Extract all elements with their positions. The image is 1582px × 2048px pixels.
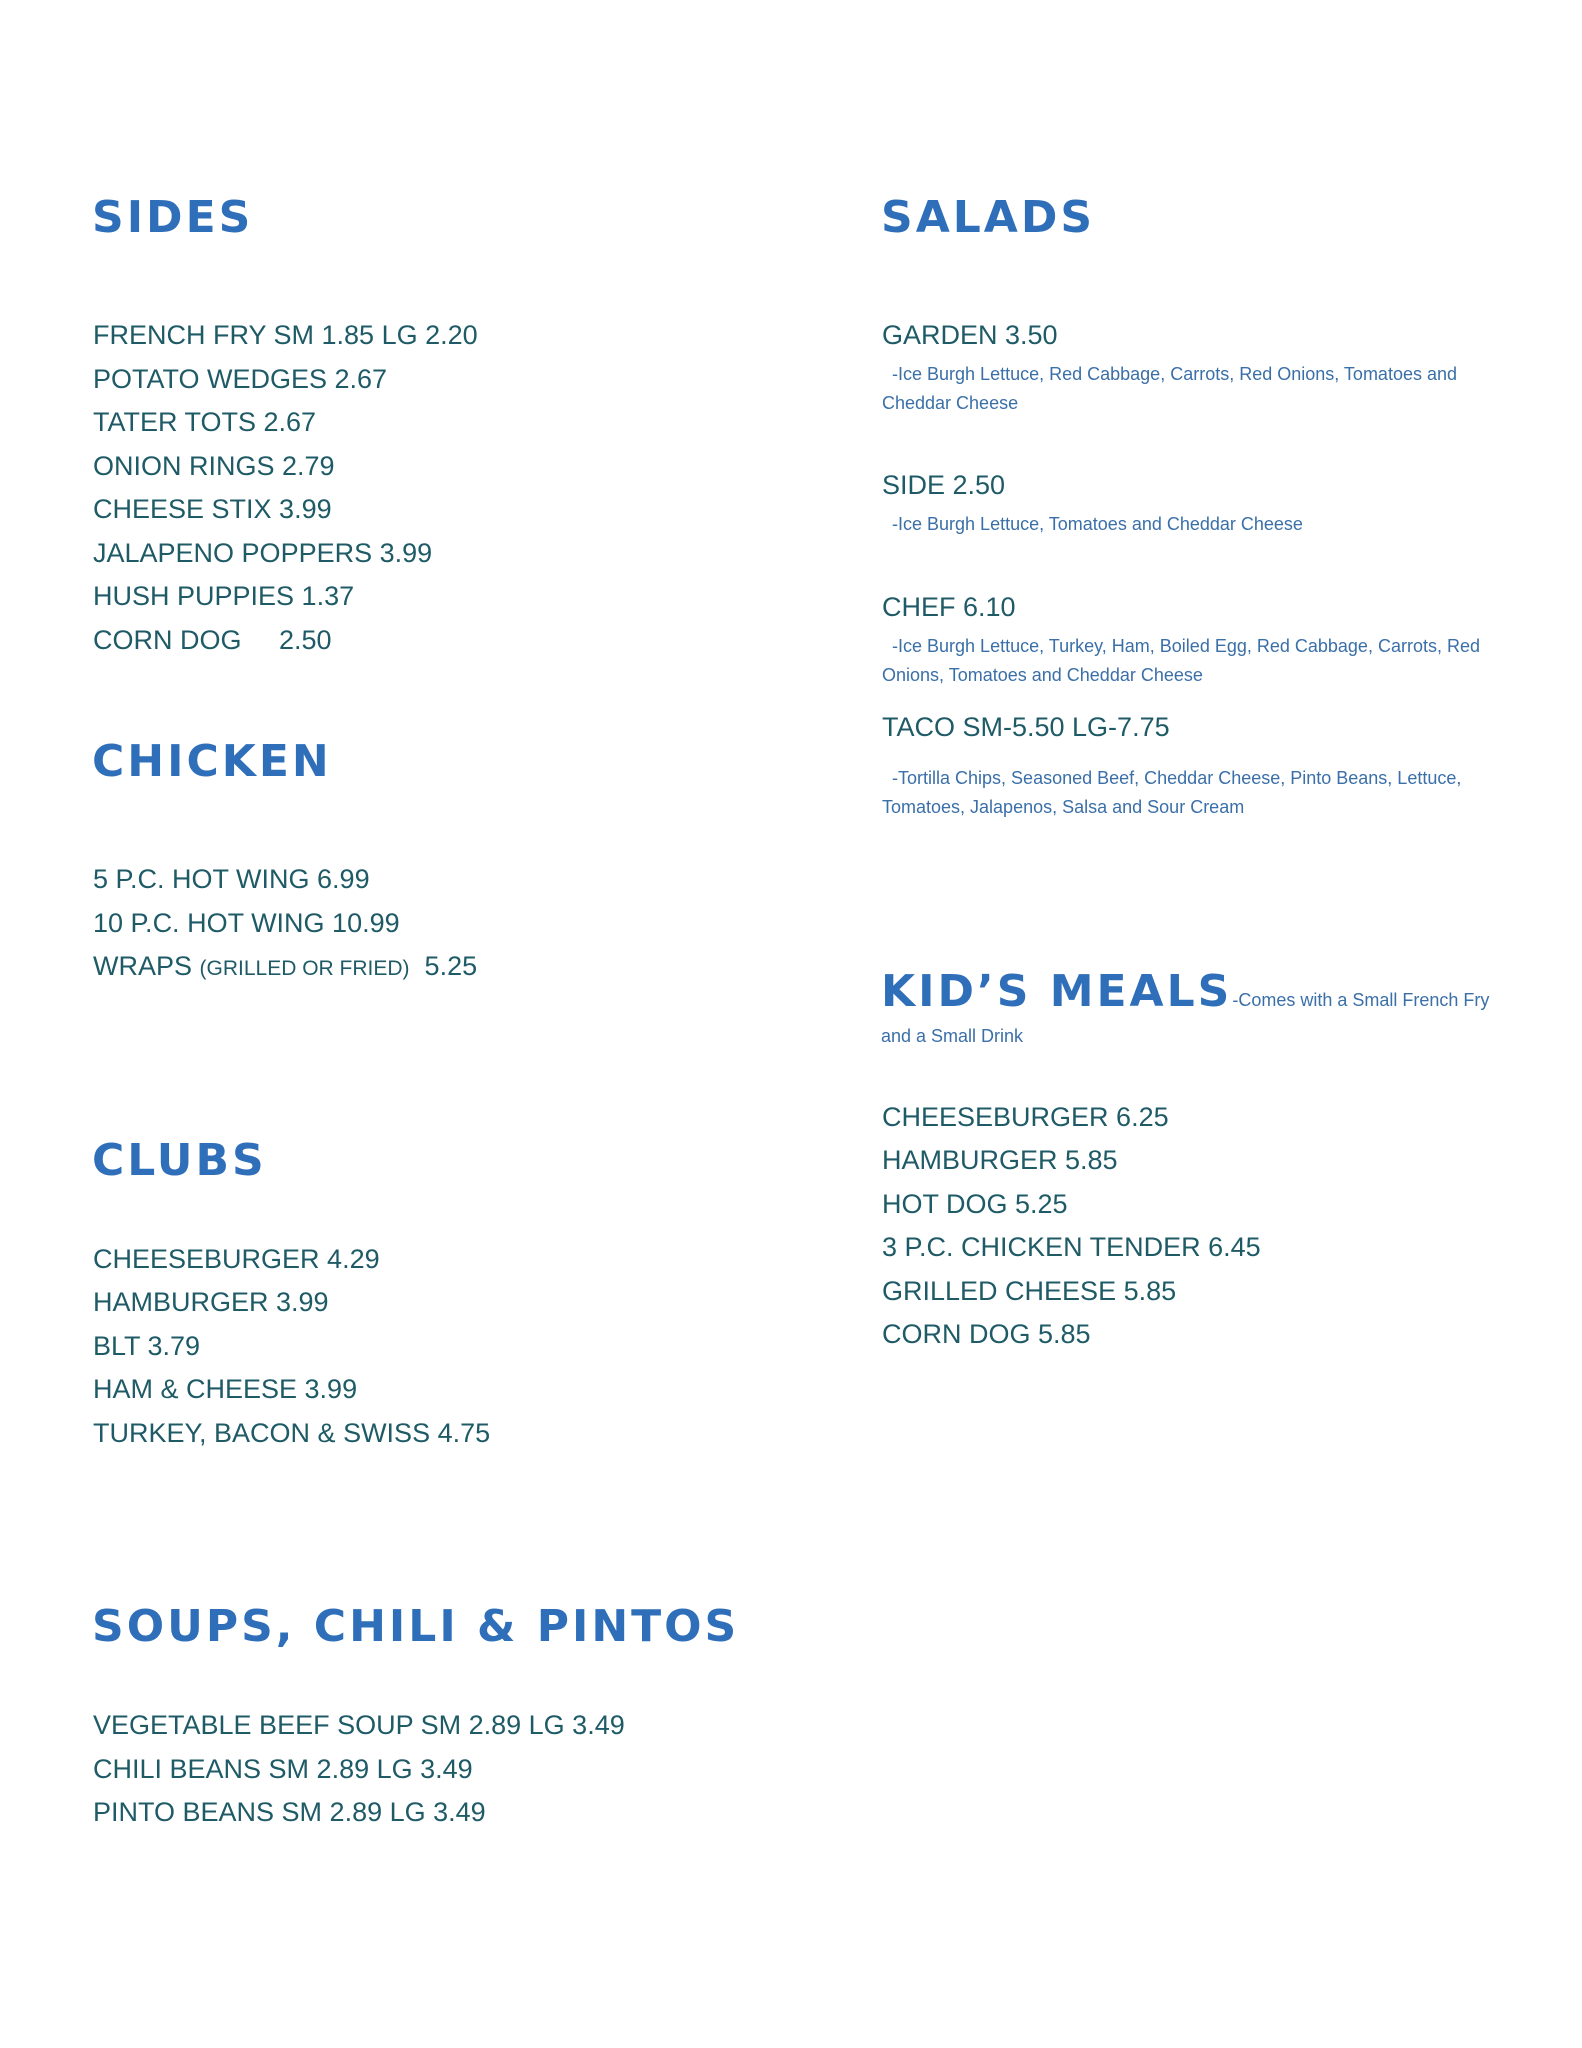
- kids-item: 3 P.C. CHICKEN TENDER 6.45: [882, 1232, 1261, 1262]
- chicken-item: 5 P.C. HOT WING 6.99: [93, 864, 370, 894]
- clubs-item: TURKEY, BACON & SWISS 4.75: [93, 1418, 491, 1448]
- chicken-heading: CHICKEN: [92, 736, 332, 787]
- kids-item: GRILLED CHEESE 5.85: [882, 1276, 1177, 1306]
- wraps-price: 5.25: [409, 951, 478, 981]
- clubs-item: HAMBURGER 3.99: [93, 1287, 329, 1317]
- kids-note: -Comes with a Small French Fry and a Small Drink: [881, 990, 1490, 1046]
- sides-item: FRENCH FRY SM 1.85 LG 2.20: [93, 320, 478, 350]
- sides-item: POTATO WEDGES 2.67: [93, 364, 388, 394]
- salad-item-name: CHEF 6.10: [882, 592, 1016, 622]
- sides-item: ONION RINGS 2.79: [93, 451, 335, 481]
- kids-item: CORN DOG 5.85: [882, 1319, 1091, 1349]
- salad-item-name: GARDEN 3.50: [882, 320, 1058, 350]
- salad-item-description: -Ice Burgh Lettuce, Red Cabbage, Carrots, Red Onions, Tomatoes and Cheddar Cheese: [882, 364, 1463, 413]
- soups-item: CHILI BEANS SM 2.89 LG 3.49: [93, 1754, 473, 1784]
- sides-item: HUSH PUPPIES 1.37: [93, 581, 355, 611]
- sides-item: JALAPENO POPPERS 3.99: [93, 538, 433, 568]
- clubs-item: CHEESEBURGER 4.29: [93, 1244, 380, 1274]
- chicken-item-wraps: [93, 953, 477, 980]
- kids-heading-block: [881, 966, 1501, 1055]
- salads-heading: SALADS: [881, 192, 1096, 243]
- soups-item: VEGETABLE BEEF SOUP SM 2.89 LG 3.49: [93, 1710, 625, 1740]
- sides-item: CHEESE STIX 3.99: [93, 494, 332, 524]
- salad-item-description: -Ice Burgh Lettuce, Tomatoes and Cheddar Cheese: [882, 514, 1303, 534]
- kids-item: HOT DOG 5.25: [882, 1189, 1068, 1219]
- kids-item: HAMBURGER 5.85: [882, 1145, 1118, 1175]
- salad-item-description: -Ice Burgh Lettuce, Turkey, Ham, Boiled Egg, Red Cabbage, Carrots, Red Onions, Tomatoes and Cheddar Cheese: [882, 636, 1485, 685]
- soups-item: PINTO BEANS SM 2.89 LG 3.49: [93, 1797, 486, 1827]
- sides-item: CORN DOG 2.50: [93, 625, 332, 655]
- wraps-name: WRAPS: [93, 951, 200, 981]
- chicken-item: 10 P.C. HOT WING 10.99: [93, 908, 400, 938]
- sides-item: TATER TOTS 2.67: [93, 407, 317, 437]
- kids-item: CHEESEBURGER 6.25: [882, 1102, 1169, 1132]
- kids-heading: KID’S MEALS: [881, 966, 1233, 1017]
- sides-heading: SIDES: [92, 192, 254, 243]
- soups-heading: SOUPS, CHILI & PINTOS: [92, 1601, 740, 1652]
- clubs-heading: CLUBS: [92, 1135, 267, 1186]
- salad-item-description: -Tortilla Chips, Seasoned Beef, Cheddar Cheese, Pinto Beans, Lettuce, Tomatoes, Jalapenos, Salsa and Sour Cream: [882, 768, 1467, 817]
- salad-item-name: TACO SM-5.50 LG-7.75: [882, 712, 1170, 742]
- clubs-item: HAM & CHEESE 3.99: [93, 1374, 358, 1404]
- wraps-note: (GRILLED OR FRIED): [199, 957, 410, 980]
- salad-item-name: SIDE 2.50: [882, 470, 1006, 500]
- clubs-item: BLT 3.79: [93, 1331, 201, 1361]
